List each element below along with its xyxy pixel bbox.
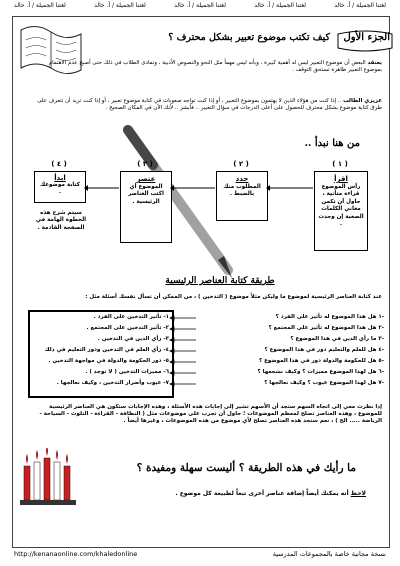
step-text: كتابة موضوعك . [40,182,80,196]
footer-note: نسخة مجانية خاصة بالمجموعات المدرسية [272,550,386,558]
question-item: -٧ هل لهذا الموضوع عيوب ؟ وكيف نعالجها ؟ [264,380,384,386]
intro-text: .. إذا كنت من هؤلاء الذين لا يهتمون بموضوع التعبير ، أو إذا كنت تواجه صعوبات في كتابة موضوع تعبير ، أو إذا كنت تريد أن تتعرف على طرق كتابة موضوع بشكل محترف للحصول على أعلى الدرجات في سؤال التعبير .. فأبشر .. لأنك الآن في المكان الصحيح . [37,98,382,112]
header-bar [14,2,386,14]
step-title: حدد [235,175,249,183]
header-item: لغتنا الجميلة / أ. خالد [14,2,66,9]
question-item: -٦ هل لهذا الموضوع مميزات ؟ وكيف نشجعها ؟ [257,369,384,375]
question-item: -٥ هل للحكومة والدولة دور في هذا الموضوع ؟ [259,358,384,364]
question-item: -١ هل هذا الموضوع له تأثير على الفرد ؟ [275,314,384,320]
note-lead: لاحظ [350,490,366,497]
step-title: عنصر [136,175,156,183]
step-text: المطلوب منك بالضبط . [223,184,261,198]
answer-item: ٥- دور الحكومة والدولة في مواجهة التدخين . [48,358,169,364]
step-number: ( ١ ) [332,160,348,168]
step-number: ( ٣ ) [137,160,153,168]
footer-link[interactable]: http://kenanaonline.com/khaledonline [14,550,138,558]
question-item: -٤ هل للعلم والتعليم دور في هذا الموضوع ؟ [264,347,384,353]
intro-paragraph-2 [36,98,382,112]
observation-paragraph: إذا نظرت معي إلى اتجاه السهم ستجد أن الأسهم تشير إلى إجابات هذه الأسئلة ، وهذه الإجابات ستكون هي العناصر الرئيسية للموضوع ، وهذه العناصر تصلح لمعظم الموضوعات ؛ حاول أن تجرب على موضوعات مثل ( النظافة - القراءة - التلوث - السياحة - الرياضة ..... الخ ) ، نعم ستجد هذه العناصر تصلح لأي موضوع من هذه الموضوعات ، وغيرها أيضاً . [39,404,382,425]
question-item: -٢ هل هذا الموضوع له تأثير على المجتمع ؟ [268,325,384,331]
intro-text: البعض أن موضوع التعبير ليس له أهمية كبيرة ، وبأنه ليس مهماً مثل النحو والنصوص الأدبية ، وتمادى الطلاب في ذلك حتى أصبح عدم الاهتمام بموضوع التعبير ظاهرة تستحق التوقف . [48,60,382,74]
step-number: ( ٢ ) [233,160,249,168]
step-number: ( ٤ ) [51,160,67,168]
step-text: الموضوع أي اكتب العناصر الرئيسية . [128,184,164,205]
footer-bar [14,550,386,562]
answer-item: ٤- رأي العلم في التدخين ودور التعليم في ذلك [44,347,169,353]
answer-item: ٢- تأثير التدخين على المجتمع . [86,325,169,331]
step-title: اقرأ [334,175,348,183]
start-label: من هنا نبدأ .. [304,138,360,149]
answer-item: ٦- مميزات التدخين ( لا توجد ) . [85,369,169,375]
note-text: أنه يمكنك أيضاً إضافة عناصر أخرى تبعاً لطبيعة كل موضوع . [175,490,349,497]
step-text: رأس الموضوع قراءة متأنية ، حاول أن تكمن معاني الكلمات الصعبة إن وجدت . [318,184,364,228]
answer-item: ٧- عيوب وأضرار التدخين ، وكيف نعالجها . [56,380,169,386]
step4-note: سيتم شرح هذه الخطوة الهامة في الصفحة القادمة . [35,210,87,231]
questions-list [196,314,384,392]
page-title: كيف تكتب موضوع تعبير بشكل محترف ؟ [168,32,330,43]
part-label: الجزء الأول [343,32,390,43]
section-title: طريقة كتابة العناصر الرئيسية [165,276,275,286]
answer-item: ١- تأثير التدخين على الفرد . [93,314,169,320]
note-line [96,490,366,497]
method-intro: عند كتابة العناصر الرئيسية لموضوع ما وليكن مثلاً موضوع ( التدخين ) ، من الممكن أن تسأل نفسك أسئلة مثل : [85,294,382,300]
intro-lead: عزيزي الطالب [343,98,382,104]
big-question: ما رأيك في هذه الطريقة ؟ أليست سهلة ومفيدة ؟ [136,462,356,474]
header-item: لغتنا الجميلة / أ. خالد [94,2,146,9]
header-item: لغتنا الجميلة / أ. خالد [254,2,306,9]
candles-icon [18,448,80,508]
steps-row [30,160,380,270]
answers-box [28,310,174,398]
intro-lead: يعتقد [367,60,382,66]
header-item: لغتنا الجميلة / أ. خالد [174,2,226,9]
header-item: لغتنا الجميلة / أ. خالد [334,2,386,9]
intro-paragraph-1 [36,60,382,74]
answer-item: ٣- رأي الدين في التدخين . [97,336,169,342]
question-item: -٣ ما رأي الدين في هذا الموضوع ؟ [290,336,384,342]
part-badge [336,28,394,52]
step-title: ابدأ [54,174,66,182]
step-arrows [30,160,380,220]
